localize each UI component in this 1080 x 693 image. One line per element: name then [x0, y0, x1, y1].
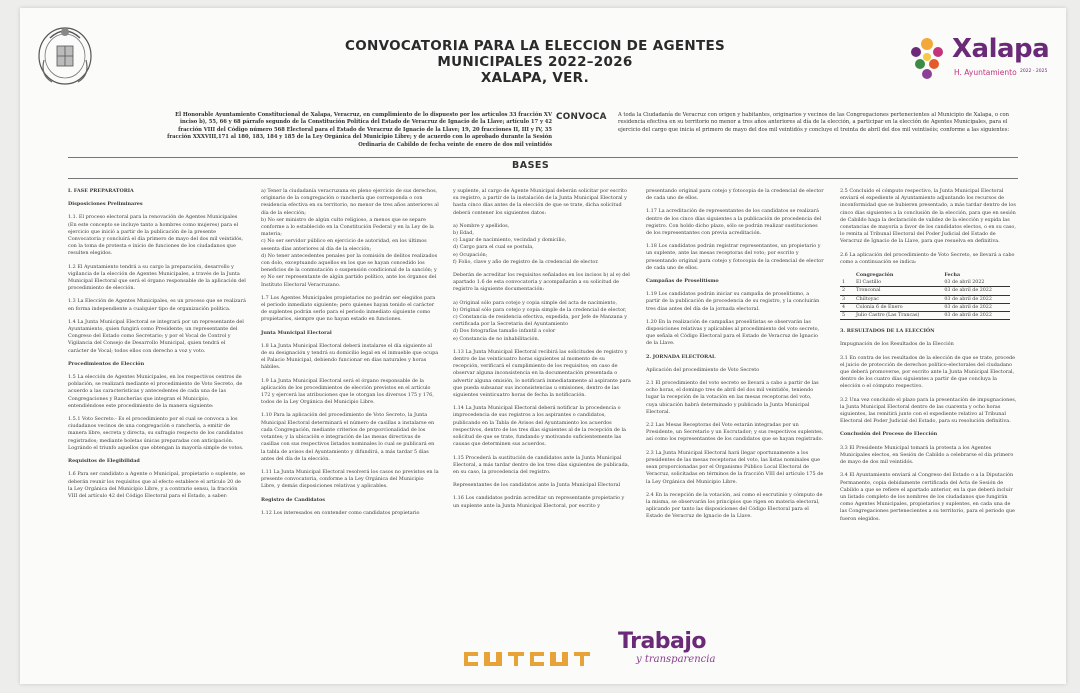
paragraph: 2.1 El procedimiento del voto secreto se llevará a cabo a partir de las ocho horas, el domingo tres de abril del dos mil veintidós, teniendo lugar la recepción de la votación en las mesas receptoras del voto, cuya ubicación habrá determinado y publicado la Junta Municipal Electoral.: [646, 380, 819, 415]
paragraph: 1.6 Para ser candidato a Agente o Municipal, propietario o suplente, se deberán reunir los requisitos que al efecto establece el artículo 20 de la Ley Orgánica del Municipio Libre, y a contrario sensu, la fracción VIII del artículo 42 del Código Electoral para el Estado, a saber:: [68, 471, 245, 499]
table-row: [840, 287, 1010, 295]
divider-bottom: [68, 178, 1018, 179]
paragraph: 1.12 Los interesados en contender como candidatos propietario: [261, 509, 420, 516]
paragraph: 2.4 En la recepción de la votación, así como el escrutinio y cómputo de la misma, se observarán los principios que rigen en materia electoral, aplicando por tanto las disposiciones del Código Electoral para el Estado de Veracruz de Ignacio de la Llave.: [646, 491, 823, 520]
logo-subtitle: H. Ayuntamiento: [954, 68, 1017, 77]
table-cell: 1: [840, 279, 854, 287]
document-title: [320, 38, 750, 86]
paragraph: 1.19 Los candidatos podrán iniciar su campaña de proselitismo, a partir de la publicación de procedencia de su registro, y la concluirán tres días antes del día de la jornada electoral.: [646, 291, 820, 312]
paragraph: 1.17 La acreditación de representantes de los candidatos se realizará dentro de los cinco días siguientes a la publicación de procedencia del registro. Con holdo dicho plazo, sólo se podrán realizar sustituciones de los representantes con previa acreditación.: [646, 208, 822, 237]
paragraph: 1.5.1 Voto Secreto.- Es el procedimiento por el cual se convoca a los ciudadanos vecinos de una congregación o ranchería, a emitir de manera libre, secreta y directa, su sufragio respecto de los candidatos registrados; mediante boletas únicas preparadas con anticipación. Lográndo el triunfo aquellos que obtengan la mayoría simple de votos.: [68, 416, 244, 451]
paragraph: 1.9 La Junta Municipal Electoral será el órgano responsable de la aplicación de los procedimientos de elección previstos en el artículo 172 y ejercerá las atribuciones que le otorgan los diversos 175 y 176, todos de la Ley Orgánica del Municipio Libre.: [261, 377, 434, 406]
preamble-text: El Honorable Ayuntamiento Constitucional de Xalapa, Veracruz, en cumplimiento de lo dispuesto por los artículos 33 fracción XV inciso b), 55, 66 y 68 párrafo segundo de la Constitución Política del Estado de Veracruz de Ignacio de la Llave; artículo 17 y 42 fracción VIII del Código número 568 Electoral para el Estado de Veracruz de Ignacio de la Llave; 19, 20 fracciones II, III y IV, 35 fracción XXXVIII,171 al 180, 183, 184 y 185 de la Ley Orgánica del Municipio Libre; y de acuerdo con lo aprobado durante la Sesión Ordinaria de Cabildo de fecha veinte de enero de dos mil veintidós: [167, 112, 552, 148]
table-cell: 3: [840, 295, 854, 303]
paragraph: a) Tener la ciudadanía veracruzana en pleno ejercicio de sus derechos, originario de la congregación o ranchería que corresponda o con residencia efectiva en su territorio, no menor de tres años anteriores al día de la elección; b) No ser ministro de algún culto religioso, a menos que se separe conforme a lo establecido en la Constitución Federal y en la Ley de la materia; c) No ser servidor público en ejercicio de autoridad, en los últimos sesenta días anteriores al día de la elección; d) No tener antecedentes penales por la comisión de delitos realizados con dolo, exceptuando aquellos en los que se hayan concedido los beneficios de la conmutación o suspensión condicional de la sanción; y e) No ser representante de algún partido político, ante los órganos del Instituto Electoral Veracruzano.: [261, 188, 439, 288]
congregaciones-table: [840, 272, 1010, 320]
convoca-heading: CONVOCA: [556, 112, 607, 122]
paragraph: 3.1 En contra de los resultados de la elección de que se trate, procede el juicio de protección de derechos político-electorales del ciudadano que deberá promoverse, por escrito ante la Junta Municipal Electoral, dentro de los cuatro días siguientes a partir de que concluya la elección o el cómputo respectivo.: [840, 354, 1016, 390]
table-cell: 03 de abril de 2022: [942, 312, 1010, 320]
paragraph: 3.4 El Ayuntamiento enviará al Congreso del Estado o a la Diputación Permanente, copia debidamente certificada del Acta de Sesión de Cabildo a que se refiere el apartado anterior, en la que deberá incluir un listado completo de los nombres de los ciudadanos que fungirán como Agentes Municipales, propietarios y suplentes, en cada una de las Congregaciones pertenecientes a su territorio, para el periodo que fueron elegidos.: [840, 472, 1015, 522]
section-heading: Conclusión del Proceso de Elección: [840, 431, 938, 438]
column-1: [68, 188, 246, 506]
logo-years: 2022 - 2025: [1020, 69, 1048, 74]
xalapa-logo: [904, 28, 1054, 90]
paragraph: 2.2 Las Mesas Receptoras del Voto estarán integradas por un Presidente, un Secretario y un Escrutador; y sus respectivos suplentes, así como los representantes de los candidatos que se hayan registrado.: [646, 422, 824, 443]
column-4: [646, 188, 824, 527]
paragraph: 3.3 El Presidente Municipal tomará la protesta a los Agentes Municipales electos, en Sesión de Cabildo a celebrarse el día primero de mayo de dos mil veintidós.: [840, 444, 1014, 466]
table-cell: 4: [840, 303, 854, 311]
paragraph: 1.8 La Junta Municipal Electoral deberá instalarse el día siguiente al de su designación y tendrá su domicilio legal en el inmueble que ocupa el Palacio Municipal, debiendo funcionar en días naturales y horas hábiles.: [261, 342, 439, 371]
table-cell: Julio Castro (Las Trancas): [854, 312, 942, 320]
xalapa-emblem-icon: [904, 32, 950, 82]
paragraph: 1.5 La elección de Agentes Municipales, en los respectivos centros de población, se realizará mediante el procedimiento de Voto Secreto, de acuerdo a las características y antecedentes de cada una de las Congregaciones y Rancherías que integran el Municipio, entendiéndose este procedimiento de la manera siguiente:: [68, 374, 243, 409]
paragraph: 1.4 La Junta Municipal Electoral se integrará por un representante del Ayuntamiento, quien fungirá como Presidente; un representante del Congreso del Estado como Secretario; y por el Vocal de Control y Vigilancia del Consejo de Desarrollo Municipal, quien tendrá el carácter de Vocal; todos ellos con derecho a voz y voto.: [68, 318, 244, 354]
paragraph: 1.13 La Junta Municipal Electoral recibirá las solicitudes de registro y dentro de las veinticuatro horas siguientes al momento de su recepción, verificará el cumplimiento de los requisitos; en caso de observar alguna inconsistencia en la documentación presentada o advertir alguna omisión, lo notificará inmediatamente al aspirante para que pueda subsanar sus inconsistencias u omisiones, dentro de las siguientes veinticuatro horas de fecha la notificación.: [453, 348, 631, 399]
section-heading: I. FASE PREPARATORIA: [68, 188, 134, 194]
paragraph: 2.3 La Junta Municipal Electoral hará llegar oportunamente a los presidentes de las mesas receptoras del voto, las listas nominales que sean proporcionadas por el Organismo Público Local Electoral de Veracruz, solicitadas en términos de la fracción VIII del artículo 175 de la Ley Orgánica del Municipio Libre.: [646, 449, 824, 485]
table-cell: 03 de abril de 2022: [942, 287, 1010, 295]
bases-heading: BASES: [512, 160, 550, 171]
paragraph: Representantes de los candidatos ante la Junta Municipal Electoral: [453, 482, 621, 489]
transparencia-text: y transparencia: [636, 654, 716, 665]
title-line-2: MUNICIPALES 2022–2026: [437, 54, 633, 70]
section-heading: Procedimientos de Elección: [68, 360, 145, 367]
table-header: Congregación: [856, 272, 894, 279]
paragraph: a) Nombre y apellidos, b) Edad, c) Lugar de nacimiento, vecindad y domicilio, d) Cargo para el cual se postula, e) Ocupación; f) Folio, clave y año de registro de la credencial de elector.: [453, 222, 599, 265]
table-header: Fecha: [944, 272, 961, 279]
table-cell: Tronconal: [854, 287, 942, 295]
document-page: [20, 8, 1066, 684]
divider-top: [68, 157, 1018, 158]
table-cell: El Castillo: [854, 279, 942, 287]
decorative-pattern-logo: [460, 648, 600, 670]
section-heading: 3. RESULTADOS DE LA ELECCIÓN: [840, 328, 935, 335]
table-row: [840, 312, 1010, 320]
paragraph: presentando original para cotejo y fotocopia de la credencial de elector de cada uno de ellos.: [646, 188, 824, 202]
section-heading: Junta Municipal Electoral: [261, 329, 332, 336]
paragraph: 1.10 Para la aplicación del procedimiento de Voto Secreto, la Junta Municipal Electoral determinará el número de casillas a instalarse en cada Congregación, mediante criterios de proporcionalidad de los votantes; y la ubicación e integración de las mesas directivas de casillas con sus respectivos listados nominales lo cual se publicará en la tabla de avisos del Ayuntamiento y difundirá, a más tardar 5 días antes del día de la elección.: [261, 412, 435, 462]
paragraph: Deberán de acreditar los requisitos señalados en los incisos b) al e) del apartado 1.6 de esta convocatoria y acompañarán a su solicitud de registro la siguiente documentación:: [453, 272, 630, 293]
title-line-3: XALAPA, VER.: [480, 70, 590, 86]
paragraph: Aplicación del procedimiento de Voto Secreto: [646, 366, 760, 373]
table-row: [840, 303, 1010, 311]
table-row: [840, 279, 1010, 287]
paragraph: y suplente, al cargo de Agente Municipal deberán solicitar por escrito su registro, a partir de la instalación de la Junta Municipal Electoral y hasta cinco días antes de la elección de que se trate, dicha solicitud deberá contener los siguientes datos:: [453, 188, 627, 216]
paragraph: 1.3 La Elección de Agentes Municipales, es un proceso que se realizará en forma independiente a cualquier tipo de organización política.: [68, 298, 246, 312]
paragraph: 1.18 Los candidatos podrán registrar representantes, un propietario y un suplente, ante las mesas receptoras del voto; por escrito y presentando original para cotejo y fotocopia de la credencial de elector de cada uno de ellos.: [646, 243, 824, 271]
paragraph: 1.7 Los Agentes Municipales propietarios no podrán ser elegidos para el periodo inmediato siguiente; pero quienes hayan tenido el carácter de suplentes podrán serlo para el periodo inmediato siguiente como propietarios, siempre que no hayan estado en funciones.: [261, 294, 436, 323]
paragraph: 1.15 Procederá la sustitución de candidatos ante la Junta Municipal Electoral, a más tardar dentro de los tres días siguientes de publicada, en su caso, la procedencia del registro.: [453, 454, 630, 475]
title-line-1: CONVOCATORIA PARA LA ELECCION DE AGENTES: [344, 38, 725, 54]
section-heading: Disposiciones Preliminares: [68, 201, 143, 208]
table-cell: 2: [840, 287, 854, 295]
paragraph: a) Original sólo para cotejo y copia simple del acta de nacimiento, b) Original sólo para cotejo y copia simple de la credencial de elector, c) Constancia de residencia efectiva, expedida, por Jefe de Manzana y certificada por la Secretaria del Ayuntamiento d) Dos fotografías tamaño infantil a color e) Constancia de no inhabilitación.: [453, 299, 627, 342]
section-heading: Campañas de Proselitismo: [646, 278, 719, 285]
paragraph: 1.11 La Junta Municipal Electoral resolverá los casos no previstos en la presente convocatoria, conforme a la Ley Orgánica del Municipio Libre, y demás disposiciones relativas y aplicables.: [261, 468, 439, 490]
trabajo-transparencia-logo: [618, 630, 728, 678]
table-cell: Chiltoyac: [854, 295, 942, 303]
table-cell: 03 de abril 2022: [942, 279, 1010, 287]
paragraph: 1.14 La Junta Municipal Electoral deberá notificar la procedencia o improcedencia de sus registros a los aspirantes o candidatos, publicando en la Tabla de Avisos del Ayuntamiento los acuerdos respectivos, dentro de los tres días siguientes al de la recepción de la solicitud de que se trate, fundando y motivando suficientemente las causas que determinen sus acuerdos.: [453, 405, 626, 448]
paragraph: 1.20 En la realización de campañas proselitistas se observarán las disposiciones relativas y aplicables al procedimiento del voto secreto, que señala el Código Electoral para el Estado de Veracruz de Ignacio de la Llave.: [646, 318, 820, 347]
column-5: [840, 188, 1018, 529]
paragraph: 1.16 Los candidatos podrán acreditar un representante propietario y un suplente ante la Junta Municipal Electoral, por escrito y: [453, 495, 625, 509]
section-heading: Registro de Candidatos: [261, 496, 325, 503]
coat-of-arms-seal: [32, 20, 98, 90]
table-cell: 5: [840, 312, 854, 320]
section-heading: 2. JORNADA ELECTORAL: [646, 353, 716, 360]
paragraph: 3.2 Una vez concluido el plazo para la presentación de impugnaciones, la Junta Municipal Electoral dentro de las cuarenta y ocho horas siguientes, las remitirá junto con el expediente relativo al Tribunal Electoral del Poder Judicial del Estado, para su resolución definitiva.: [840, 396, 1017, 425]
table-cell: Colonia 6 de Enero: [854, 303, 942, 311]
section-heading: Requisitos de Elegibilidad: [68, 458, 140, 465]
trabajo-text: Trabajo: [618, 629, 707, 654]
table-cell: 03 de abril de 2022: [942, 303, 1010, 311]
table-row: [840, 295, 1010, 303]
paragraph: 1.1. El proceso electoral para la renovación de Agentes Municipales (En este concepto se incluye tanto a hombres como mujeres) para el ejercicio que inició a partir de la publicación de la presente Convocatoria y concluirá el día primero de mayo del dos mil veintidós, con la toma de protesta e inicio de funciones de los ciudadanos que resulten elegidos.: [68, 214, 244, 257]
paragraph: 1.2 El Ayuntamiento tendrá a su cargo la preparación, desarrollo y vigilancia de la elección de Agentes Municipales, a través de la Junta Municipal Electoral que será el órgano responsable de la aplicación del procedimiento de elección.: [68, 263, 246, 292]
paragraph: 2.6 La aplicación del procedimiento de Voto Secreto, se llevará a cabo como a continuación se indica:: [840, 251, 1015, 265]
table-cell: 03 de abril de 2022: [942, 295, 1010, 303]
paragraph: 2.5 Concluido el cómputo respectivo, la Junta Municipal Electoral enviará el expediente al Ayuntamiento adjuntando los recursos de inconformidad que se hubieren presentado, a más tardar dentro de los cinco días siguientes a la conclusión de la elección, para que en sesión de Cabildo haga la declaración de validez de la elección y expida las constancias de mayoría a favor de los candidatos electos, o en su caso, lo remita al Tribunal Electoral del Poder Judicial del Estado de Veracruz de Ignacio de la Llave, para que resuelva en definitiva.: [840, 188, 1016, 245]
intro-text: A toda la Ciudadanía de Veracruz con origen y habitantes, originarios y vecinos de las Congregaciones pertenecientes al Municipio de Xalapa, o con residencia efectiva en su territorio no menor a tres años anteriores al día de la elección, a participar en la elección de Agentes Municipales, para el ejercicio del cargo que inicia el primero de mayo del dos mil veintidós y concluye el treinta de abril del dos mil veintiséis; conforme a las siguientes:: [618, 112, 1010, 133]
logo-name: Xalapa: [952, 34, 1050, 64]
bases-columns: [68, 188, 1018, 618]
column-2: [261, 188, 439, 523]
column-3: [453, 188, 631, 516]
paragraph: Impugnación de los Resultados de la Elección: [840, 341, 954, 348]
